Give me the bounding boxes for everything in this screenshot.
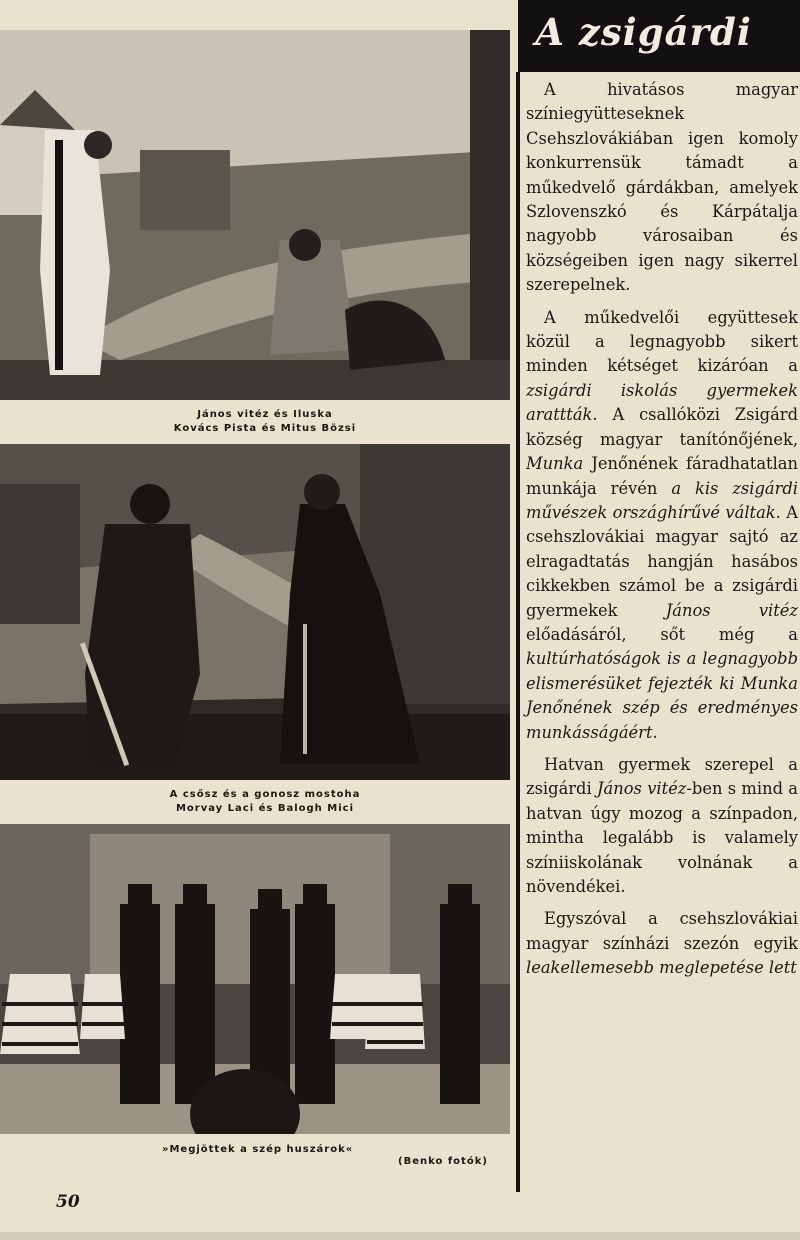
italic-span: kultúrhatóságok is a legnagyobb elismerésüket fejezték ki Munka Jenőnének szép és eredményes munkásságáért bbox=[526, 649, 798, 742]
text-span: A műkedvelői együttesek közül a legnagyobb sikert minden kétséget kizáróan a bbox=[526, 307, 798, 376]
article-paragraph-4 bbox=[526, 907, 798, 980]
photo-1-image bbox=[0, 30, 510, 400]
text-span: -ben s mind a hatvan úgy mozog a színpadon, mintha legalább is valamely színiiskolának volnának a növendékei. bbox=[526, 779, 799, 896]
photo-janos-vitez-and-iluska bbox=[0, 30, 510, 400]
italic-span: János vitéz bbox=[597, 779, 687, 799]
page-number: 50 bbox=[56, 1192, 80, 1212]
column-rule bbox=[516, 72, 520, 1192]
photo-2-image bbox=[0, 444, 510, 780]
text-span: . bbox=[652, 722, 658, 742]
photo-1-caption-line-1: János vitéz és Iluska bbox=[197, 409, 333, 420]
photo-1-caption bbox=[0, 408, 530, 436]
bottom-edge bbox=[0, 1232, 800, 1240]
text-span: . A csehszlovákiai magyar sajtó az elragadtatás hangján hasábos cikkekben számol be a zsigárdi gyermekek bbox=[526, 502, 799, 620]
italic-span: leakellemesebb meglepetése lett bbox=[526, 958, 797, 978]
photo-1-caption-line-2: Kovács Pista és Mitus Bözsi bbox=[173, 423, 357, 434]
photo-credit: (Benko fotók) bbox=[398, 1156, 488, 1167]
italic-span: János vitéz bbox=[665, 600, 798, 620]
photo-csosz-and-mostoha bbox=[0, 444, 510, 780]
italic-span: Munka bbox=[526, 454, 584, 474]
italic-span: a kis zsigárdi művészek országhírűvé váltak bbox=[526, 478, 798, 522]
text-span: . A csallóközi Zsigárd község magyar tanítónőjének, bbox=[526, 405, 798, 449]
photo-2-caption bbox=[0, 788, 530, 816]
text-span: Jenőnének fáradhatatlan munkája révén bbox=[526, 454, 798, 498]
article-body bbox=[526, 78, 798, 989]
text-span: előadásáról, sőt még a bbox=[526, 624, 798, 644]
article-paragraph-2 bbox=[526, 306, 798, 745]
photo-3-image bbox=[0, 824, 510, 1134]
photo-2-caption-line-2: Morvay Laci és Balogh Mici bbox=[175, 803, 355, 814]
article-paragraph-3 bbox=[526, 753, 798, 899]
text-span: Egyszóval a csehszlovákiai magyar színházi szezón egyik bbox=[526, 909, 798, 953]
italic-span: zsigárdi iskolás gyermekek arattták bbox=[526, 380, 798, 425]
text-span: Hatvan gyermek szerepel a zsigárdi bbox=[526, 754, 798, 799]
photo-3-caption: »Megjöttek a szép huszárok« bbox=[162, 1144, 354, 1155]
photo-2-caption-line-1: A csősz és a gonosz mostoha bbox=[169, 789, 361, 800]
article-paragraph-1: A hivatásos magyar színiegyütteseknek Csehszlovákiában igen komoly konkurrensük támadt a műkedvelő gárdákban, amelyek Szlovenszkó és Kárpátalja nagyobb városaiban és községeiben igen nagy sikerrel szerepelnek. bbox=[526, 80, 798, 295]
photo-huszarok bbox=[0, 824, 510, 1134]
article-header-bar bbox=[518, 0, 800, 72]
article-title: A zsigárdi bbox=[535, 10, 752, 54]
